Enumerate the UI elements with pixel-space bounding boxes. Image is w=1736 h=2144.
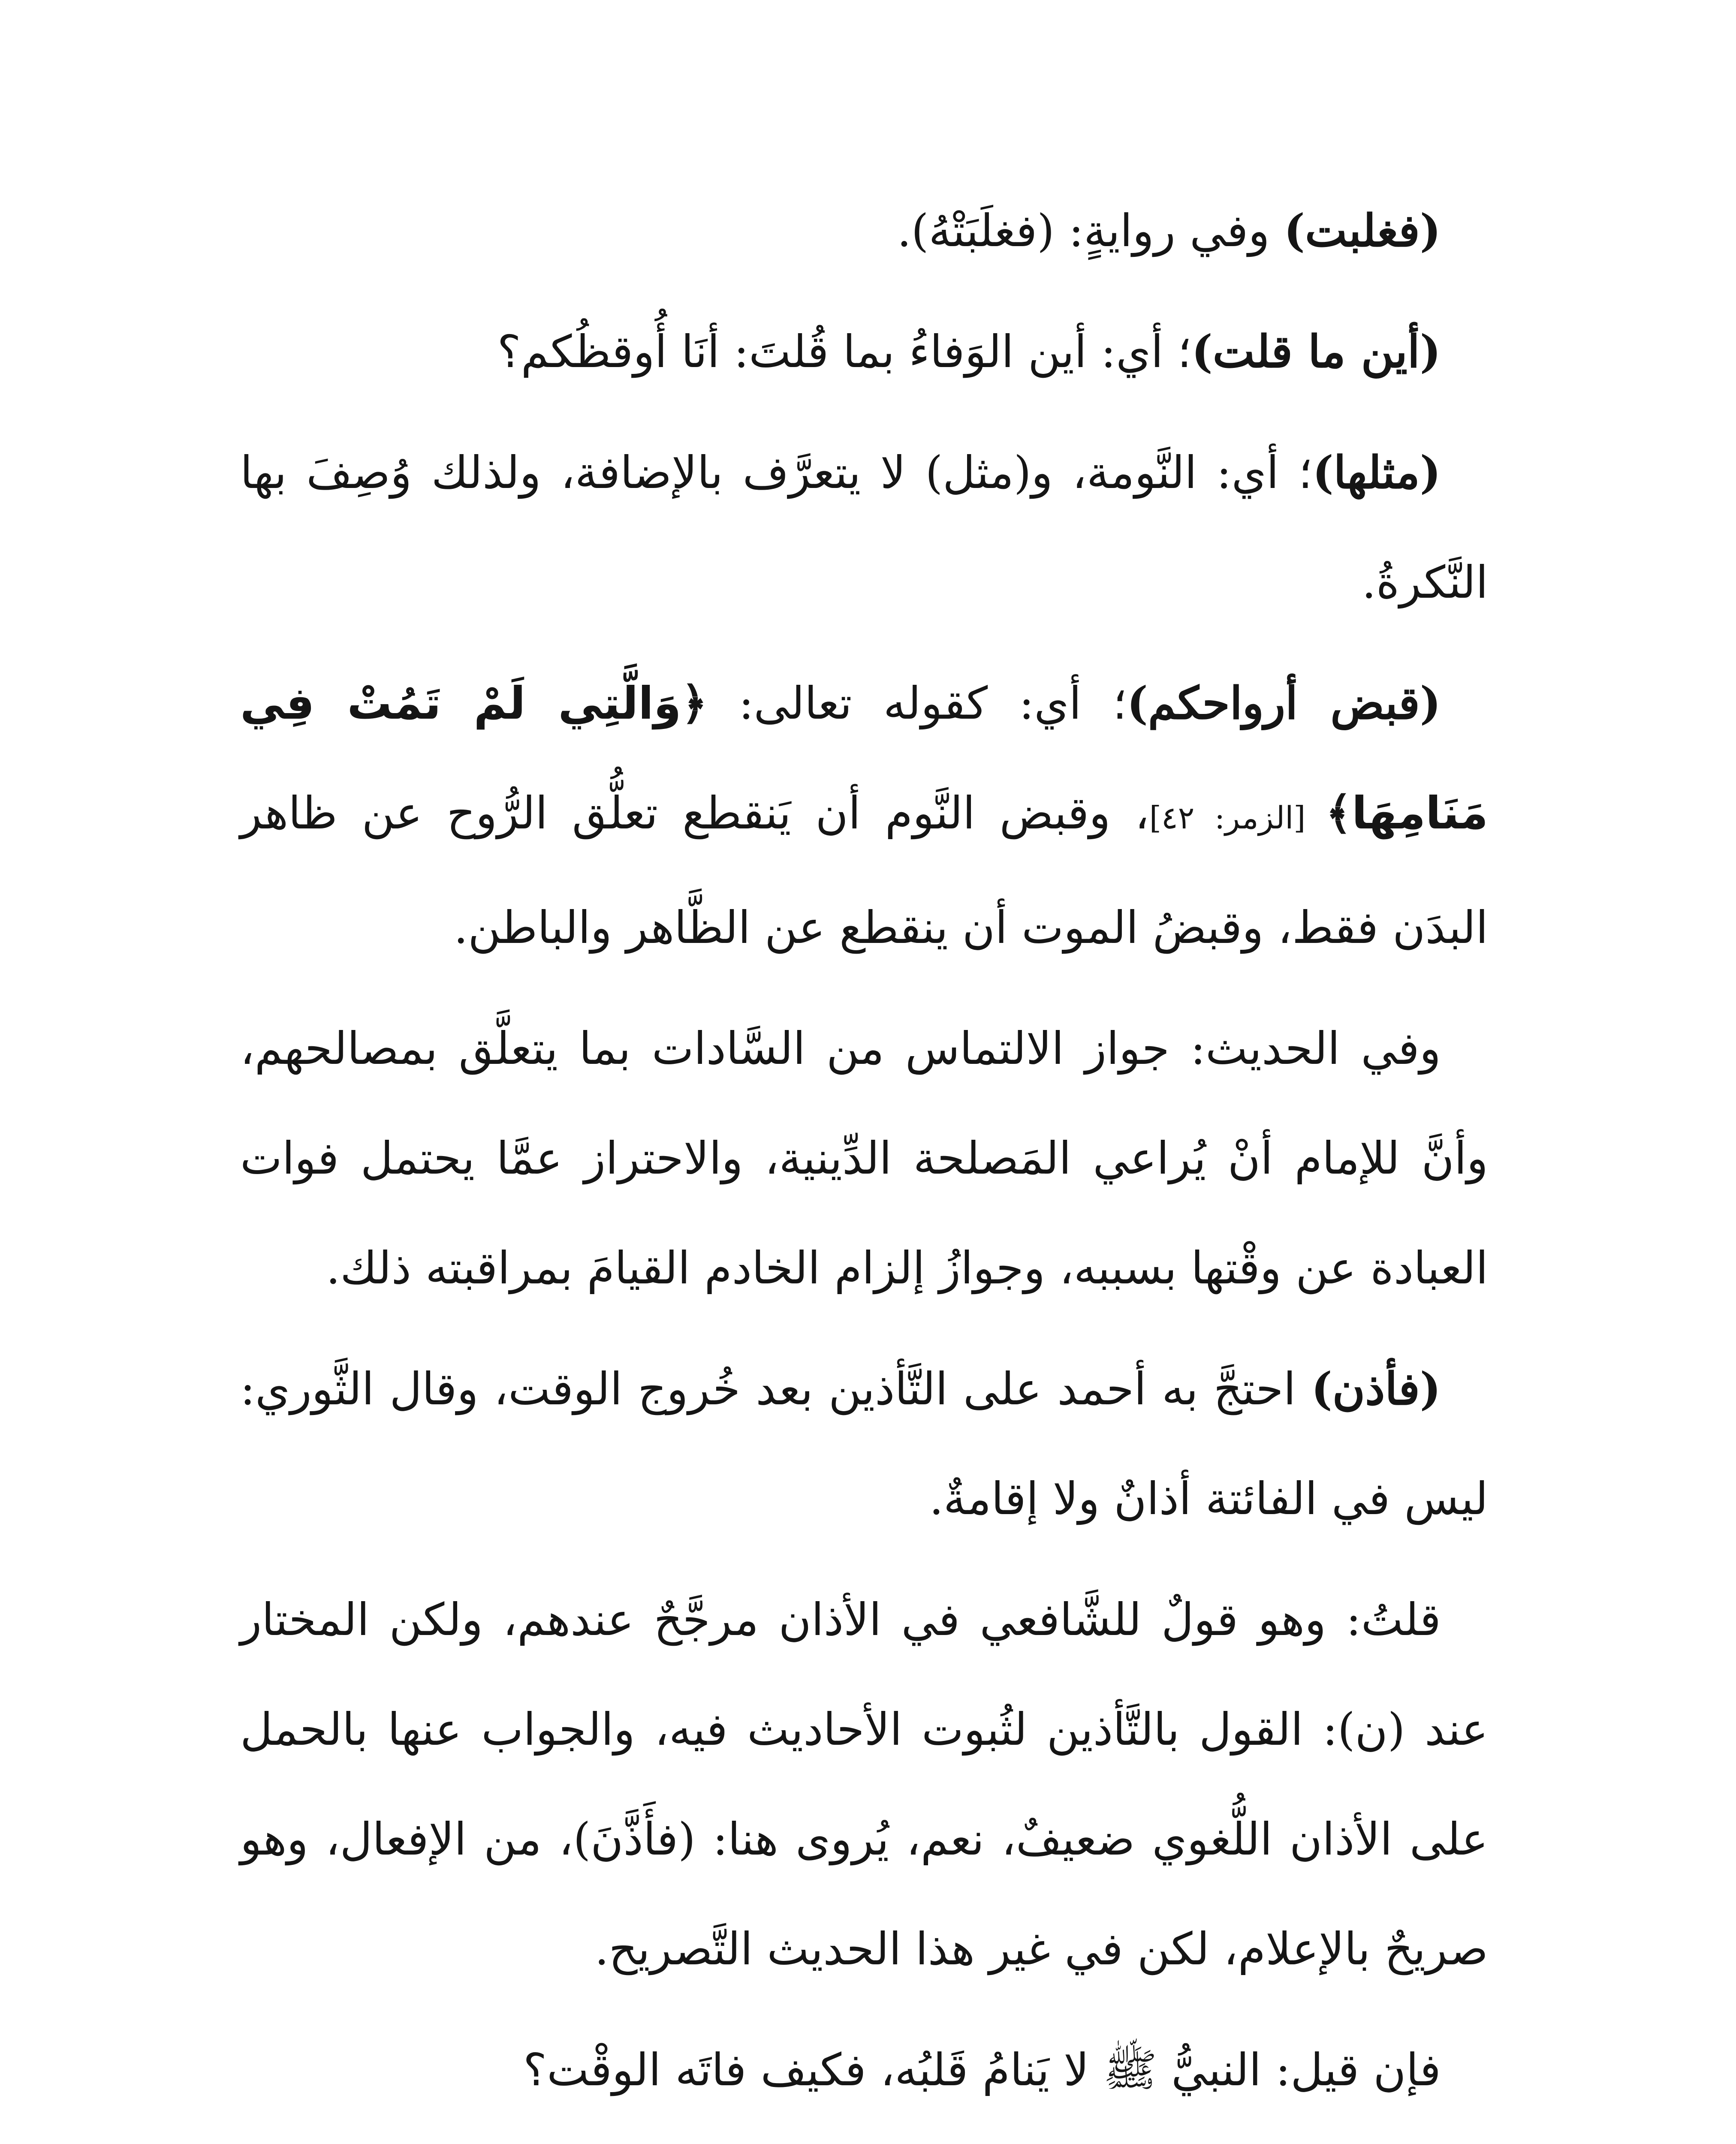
paragraph-8-text: فإن قيل: النبيُّ ﷺ لا يَنامُ قَلبُه، فكيف فاتَه الوقْت؟ (523, 2044, 1441, 2096)
quran-verse: ﴿وَالَّتِي لَمْ تَمُتْ فِي مَنَامِهَا﴾ (240, 677, 1488, 839)
lemma-fa-adhdhana: (فأذن) (1311, 1362, 1441, 1415)
paragraph-2-text: ؛ أي: أين الوَفاءُ بما قُلتَ: أنَا أُوقظُكم؟ (497, 325, 1192, 378)
paragraph-9 (240, 2136, 1488, 2144)
paragraph-1 (240, 176, 1488, 286)
page-body (240, 176, 1488, 2144)
paragraph-4-text-after: ، وقبض النَّوم أن يَنقطع تعلُّق الرُّوح عن ظاهر البدَن فقط، وقبضُ الموت أن ينقطع عن الظَّاهر والباطن. (240, 787, 1488, 954)
paragraph-5-text: وفي الحديث: جواز الالتماس من السَّادات بما يتعلَّق بمصالحهم، وأنَّ للإمام أنْ يُراعي المَصلحة الدِّينية، والاحتراز عمَّا يحتمل فوات العبادة عن وقْتها بسببه، وجوازُ إلزام الخادم القيامَ بمراقبته ذلك. (240, 1022, 1488, 1294)
verse-reference: [الزمر: ٤٢] (1149, 800, 1326, 836)
lemma-qabd-arwahakum: (قبض أرواحكم) (1127, 677, 1441, 729)
lemma-faghalabat: (فغلبت) (1284, 204, 1441, 257)
paragraph-6 (240, 1334, 1488, 1554)
lemma-mithlaha: (مثلها) (1312, 446, 1441, 499)
paragraph-5 (240, 994, 1488, 1323)
paragraph-8 (240, 2015, 1488, 2125)
paragraph-7 (240, 1565, 1488, 2004)
paragraph-3-text: ؛ أي: النَّومة، و(مثل) لا يتعرَّف بالإضافة، ولذلك وُصِفَ بها النَّكرةُ. (240, 446, 1488, 608)
paragraph-1-text: وفي روايةٍ: (فغلَبَتْهُ). (897, 205, 1284, 257)
paragraph-2 (240, 297, 1488, 407)
paragraph-3 (240, 418, 1488, 637)
lemma-ayna-ma-qulta: (أين ما قلت) (1191, 325, 1441, 378)
paragraph-6-text: احتجَّ به أحمد على التَّأذين بعد خُروج الوقت، وقال الثَّوري: ليس في الفائتة أذانٌ ولا إقامةٌ. (240, 1363, 1488, 1525)
paragraph-4 (240, 648, 1488, 982)
paragraph-4-text-before: ؛ أي: كقوله تعالى: (707, 677, 1127, 729)
paragraph-7-text: قلتُ: وهو قولٌ للشَّافعي في الأذان مرجَّحٌ عندهم، ولكن المختار عند (ن): القول بالتَّأذين لثُبوت الأحاديث فيه، والجواب عنها بالحمل على الأذان اللُّغوي ضعيفٌ، نعم، يُروى هنا: (فأَذَّنَ)، من الإفعال، وهو صريحٌ بالإعلام، لكن في غير هذا الحديث التَّصريح. (240, 1593, 1488, 1975)
